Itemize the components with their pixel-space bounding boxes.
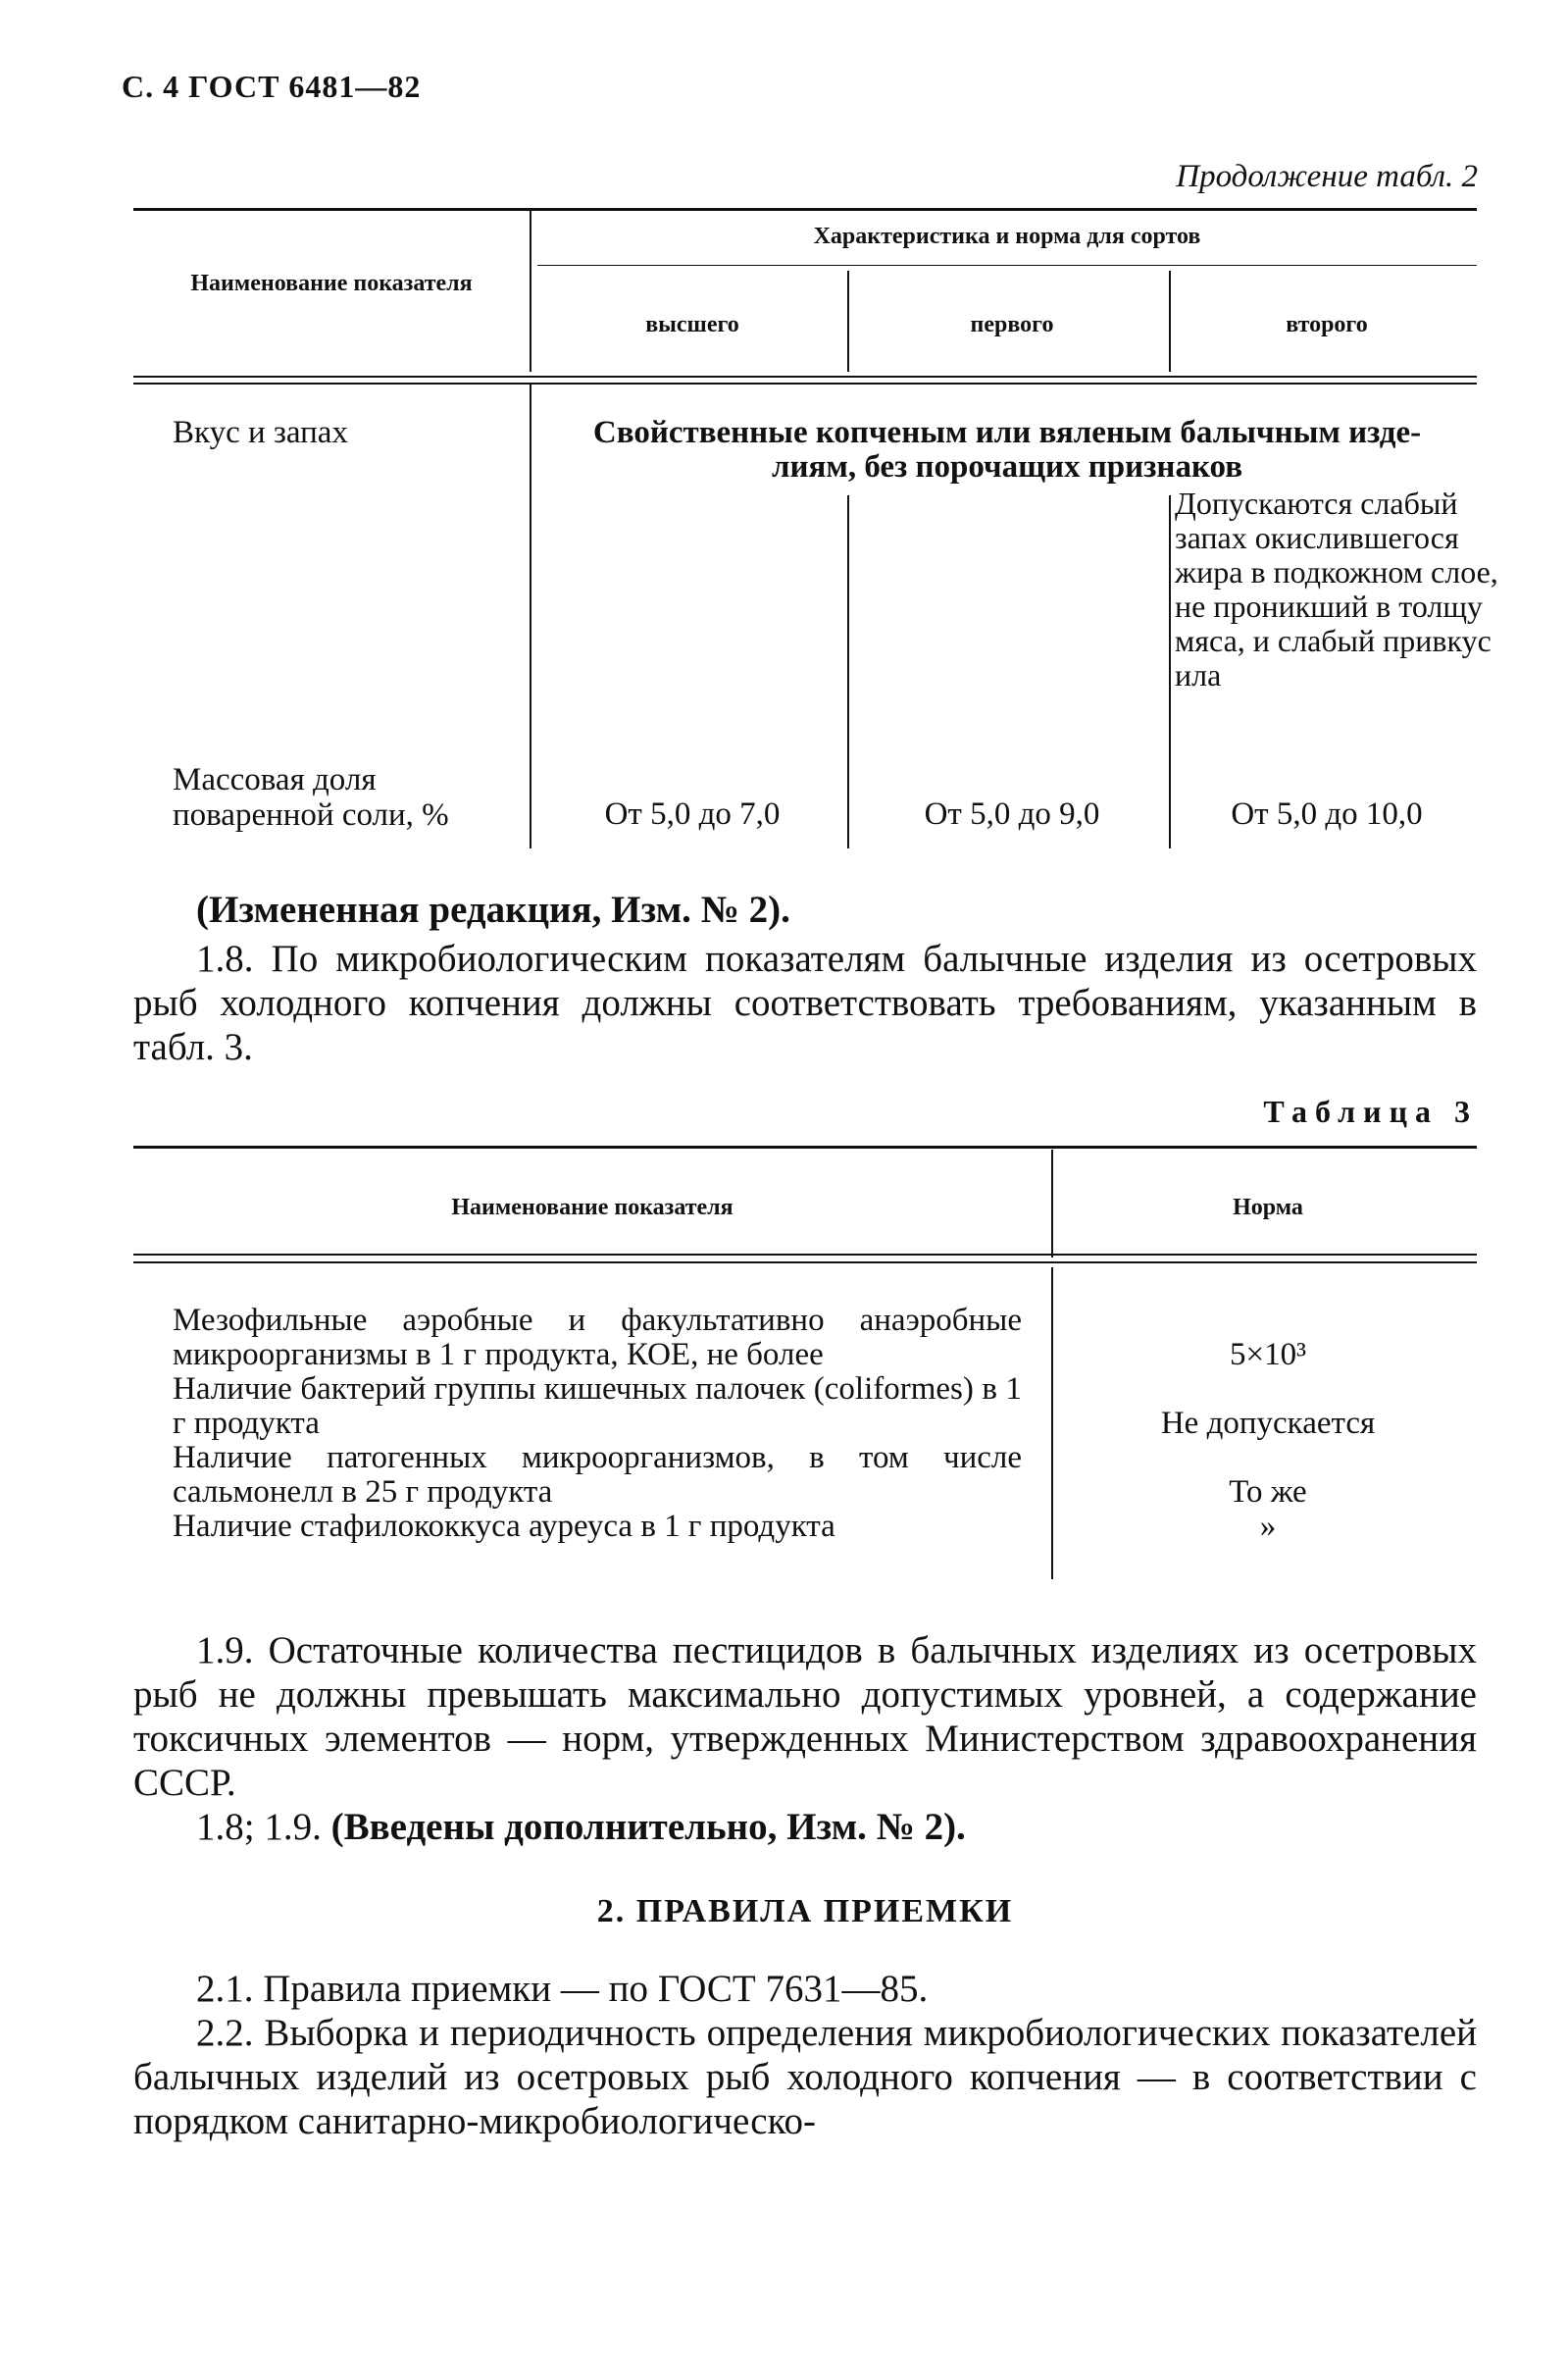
table3-row-mesophilic-name: Мезофильные аэробные и факультативно анаэробные микроорганизмы в 1 г продукта, КОЕ, не более	[173, 1303, 1022, 1372]
table2-row-salt-second: От 5,0 до 10,0	[1231, 796, 1423, 832]
table2-col-name: Наименование показателя	[190, 271, 473, 296]
table3-row-pathogenic-norm: То же	[1229, 1474, 1307, 1510]
table2-row-taste-merged-line1: Свойственные копченым или вяленым балычным изде-	[592, 415, 1422, 450]
table2-row-salt-name: Массовая доля поваренной соли, %	[173, 762, 449, 833]
table3-row-coliform-norm: Не допускается	[1160, 1406, 1376, 1441]
paragraph-1-9: 1.9. Остаточные количества пестицидов в балычных изделиях из осетровых рыб не должны превышать максимально допустимых уровней, а содержание токсичных элементов — норм, утвержденных Министерством здравоохранения СССР.	[133, 1629, 1477, 1804]
table2-row-taste-merged-line2: лиям, без порочащих признаков	[771, 449, 1243, 485]
table2-grade-first: первого	[970, 312, 1054, 337]
table3-col-norm: Норма	[1233, 1195, 1303, 1220]
amendment-note-2-prefix: 1.8; 1.9.	[196, 1806, 331, 1848]
paragraph-2-2: 2.2. Выборка и периодичность определения микробиологических показателей балычных изделий из осетровых рыб холодного копчения — в соответствии с порядком санитарно-микробиологическо-	[133, 2012, 1477, 2142]
table2-caption: Продолжение табл. 2	[1176, 159, 1478, 194]
table2-group-header: Характеристика и норма для сортов	[813, 224, 1201, 249]
table2-grade-second: второго	[1286, 312, 1368, 337]
table3-caption: Таблица 3	[1263, 1094, 1478, 1129]
table2-row-salt-first: От 5,0 до 9,0	[924, 796, 1100, 832]
table2-row-taste-name: Вкус и запах	[173, 415, 348, 450]
page-header: С. 4 ГОСТ 6481—82	[122, 69, 422, 104]
paragraph-2-1: 2.1. Правила приемки — по ГОСТ 7631—85.	[196, 1968, 929, 2010]
paragraph-1-8: 1.8. По микробиологическим показателям балычные изделия из осетровых рыб холодного копчения должны соответствовать требованиям, указанным в табл. 3.	[133, 938, 1477, 1068]
amendment-note-1: (Измененная редакция, Изм. № 2).	[196, 889, 790, 931]
table3-col-name: Наименование показателя	[451, 1195, 733, 1220]
table3-row-pathogenic-name: Наличие патогенных микроорганизмов, в том числе сальмонелл в 25 г продукта	[173, 1440, 1022, 1510]
table2-row-salt-highest: От 5,0 до 7,0	[604, 796, 781, 832]
table3-row-coliform-name: Наличие бактерий группы кишечных палочек (coliformes) в 1 г продукта	[173, 1371, 1022, 1441]
table3-row-staph-norm: »	[1259, 1509, 1277, 1544]
amendment-note-2-text: (Введены дополнительно, Изм. № 2).	[330, 1806, 966, 1848]
table2-row-taste-second-note: Допускаются слабый запах окислившегося жира в подкожном слое, не проникший в толщу мяса, и слабый привкус ила	[1175, 486, 1498, 693]
table3-row-staph-name: Наличие стафилококкуса ауреуса в 1 г продукта	[173, 1509, 835, 1544]
table2-grade-highest: высшего	[645, 312, 739, 337]
table3-row-mesophilic-norm: 5×10³	[1229, 1337, 1306, 1372]
amendment-note-2	[196, 1805, 966, 1849]
section-title: 2. ПРАВИЛА ПРИЕМКИ	[596, 1893, 1014, 1929]
